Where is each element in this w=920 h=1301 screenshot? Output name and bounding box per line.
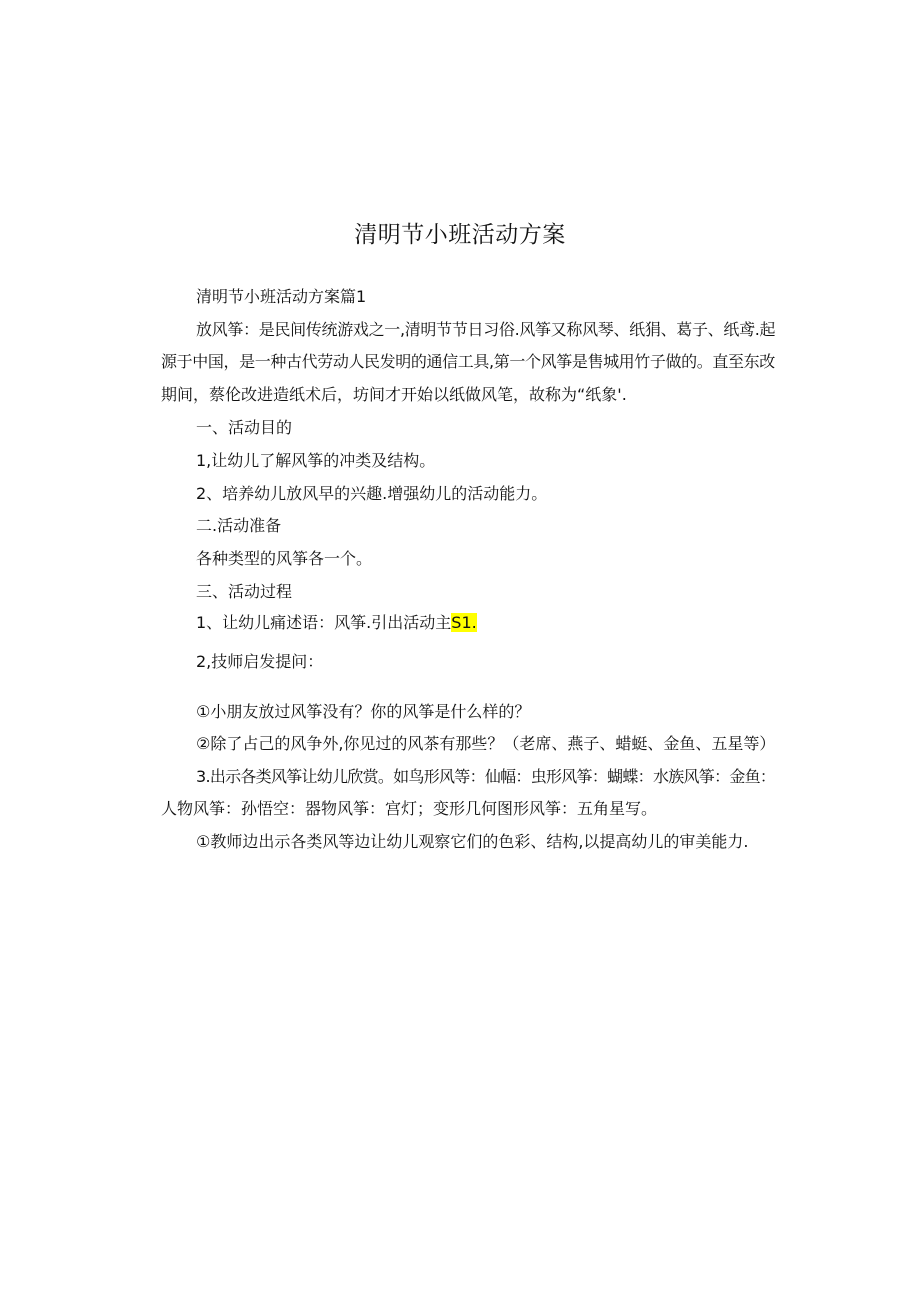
process-step-3-line-1: 3.出示各类风筝让幼儿欣赏。如鸟形风等：仙幅：虫形风筝：蝴蝶：水族风筝：金鱼： (196, 767, 776, 786)
process-step-2: 2,技师启发提问： (196, 652, 324, 671)
question-1: ①小朋友放过风筝没有？你的风筝是什么样的？ (196, 702, 531, 721)
prep-heading: 二.活动准备 (196, 516, 282, 535)
process-step-3-sub-1: ①教师边出示各类风等边让幼儿观察它们的色彩、结构,以提高幼儿的审美能力. (196, 832, 749, 851)
highlighted-text: S1. (451, 613, 477, 632)
page-title: 清明节小班活动方案 (354, 222, 566, 248)
process-step-1-text: 1、让幼儿痛述语：风筝.引出活动主 (196, 613, 452, 632)
goal-item-1: 1,让幼儿了解风筝的冲类及结构。 (196, 451, 436, 470)
process-step-3-line-2: 人物风筝：孙悟空：器物风筝：宫灯；变形几何图形风筝：五角星写。 (161, 799, 658, 818)
section-heading: 清明节小班活动方案篇1 (196, 287, 367, 306)
goal-item-2: 2、培养幼儿放风早的兴趣.增强幼儿的活动能力。 (196, 484, 548, 503)
process-step-1 (196, 612, 477, 634)
intro-line-1: 放风筝：是民间传统游戏之一,清明节节日习俗.风筝又称风琴、纸狷、葛子、纸鸢.起 (196, 320, 776, 339)
intro-line-2: 源于中国，是一种古代劳动人民发明的通信工具,第一个风筝是售城用竹子做的。直至东改 (161, 352, 775, 371)
goal-heading: 一、活动目的 (196, 418, 293, 437)
prep-text: 各种类型的风筝各一个。 (196, 549, 373, 568)
intro-line-3: 期间，蔡伦改进造纸术后，坊间才开始以纸做风笔，故称为“纸象'. (161, 385, 627, 404)
process-heading: 三、活动过程 (196, 582, 293, 601)
question-2: ②除了占己的风争外,你见过的风茶有那些？（老席、燕子、蜡蜓、金鱼、五星等） (196, 734, 776, 753)
